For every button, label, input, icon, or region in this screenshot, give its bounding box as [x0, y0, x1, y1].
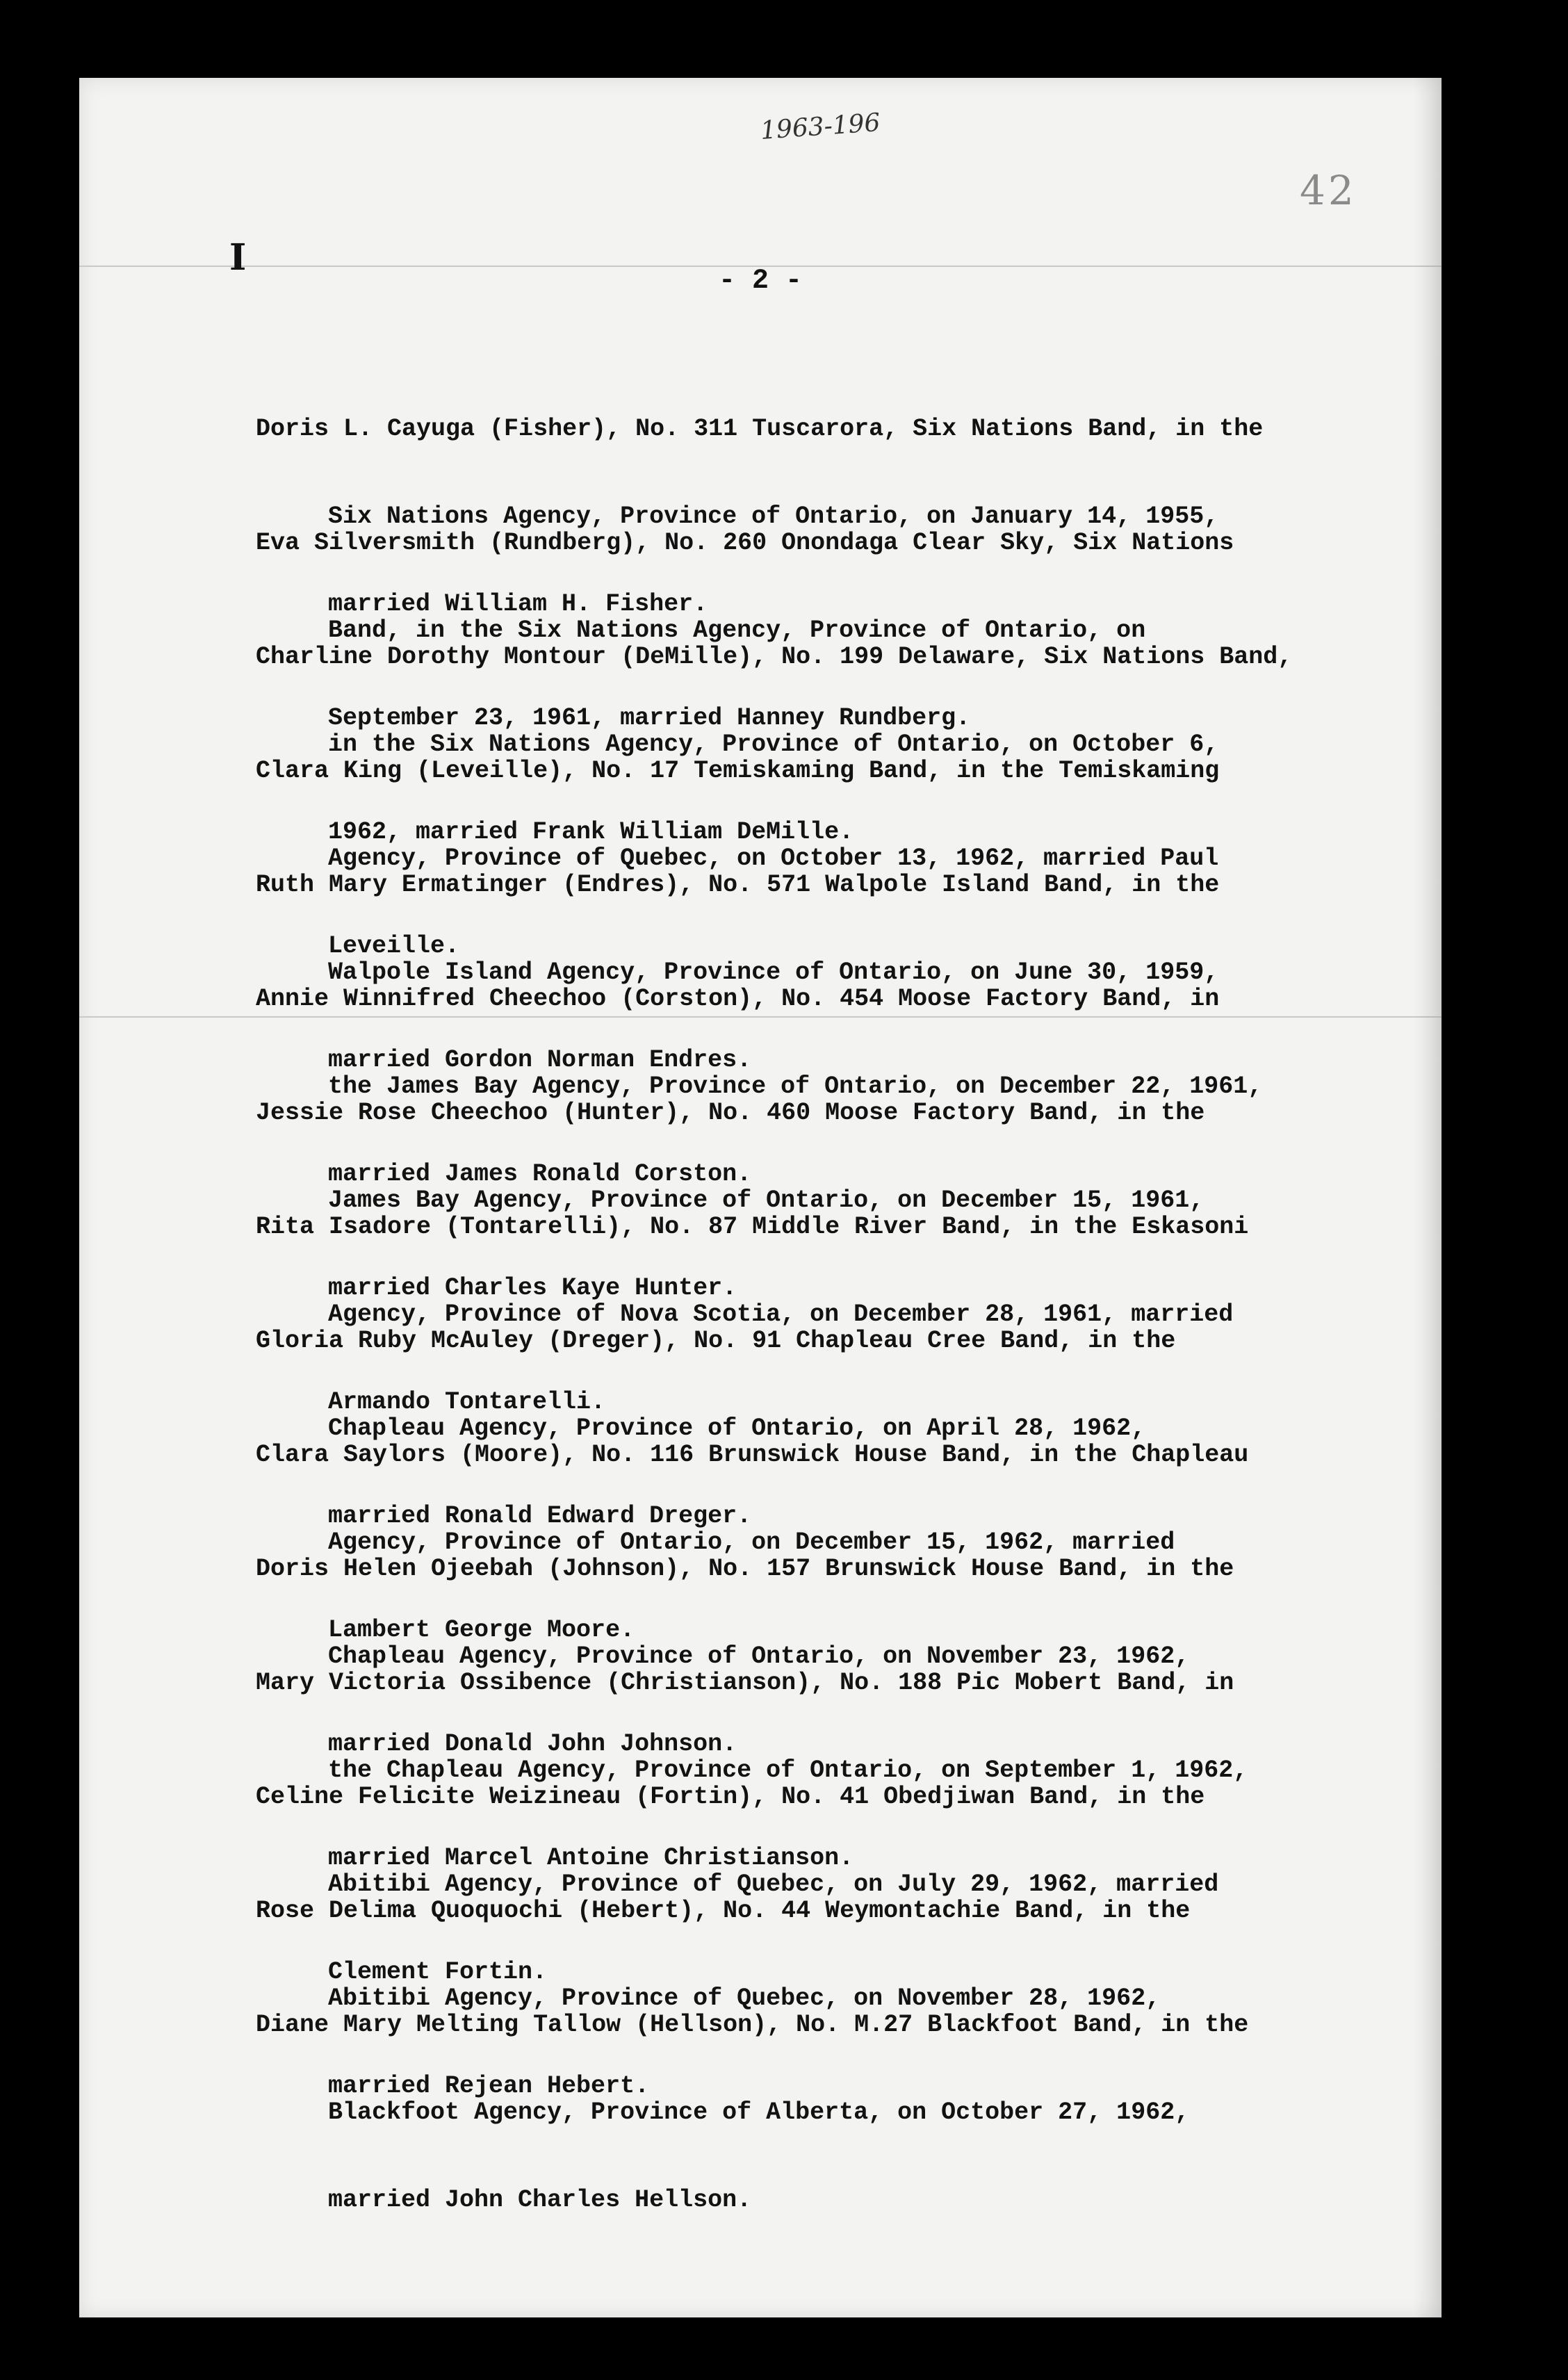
entry-line: September 23, 1961, married Hanney Rundberg. — [328, 704, 971, 732]
entry-line: Clara Saylors (Moore), No. 116 Brunswick House Band, in the Chapleau — [256, 1441, 1249, 1469]
entry-line: Rose Delima Quoquochi (Hebert), No. 44 Weymontachie Band, in the — [256, 1897, 1191, 1925]
entry-line: Doris Helen Ojeebah (Johnson), No. 157 Brunswick House Band, in the — [256, 1555, 1234, 1583]
entry-line: in the Six Nations Agency, Province of Ontario, on October 6, — [328, 731, 1219, 758]
entry-line: the Chapleau Agency, Province of Ontario, on September 1, 1962, — [328, 1757, 1248, 1784]
entry-line: Walpole Island Agency, Province of Ontario, on June 30, 1959, — [328, 959, 1219, 986]
entry-line: married Ronald Edward Dreger. — [328, 1502, 752, 1530]
entry-line: James Bay Agency, Province of Ontario, on December 15, 1961, — [328, 1187, 1204, 1214]
entry-line: married John Charles Hellson. — [328, 2186, 752, 2214]
entry-line: Agency, Province of Quebec, on October 13, 1962, married Paul — [328, 845, 1219, 872]
entry-line: married Donald John Johnson. — [328, 1730, 737, 1758]
page-number: - 2 - — [718, 266, 803, 297]
entry-line: Band, in the Six Nations Agency, Province of Ontario, on — [328, 617, 1146, 644]
entry-line: Blackfoot Agency, Province of Alberta, on October 27, 1962, — [328, 2098, 1190, 2126]
entry-line: Chapleau Agency, Province of Ontario, on April 28, 1962, — [328, 1415, 1146, 1442]
entry-line: the James Bay Agency, Province of Ontario, on December 22, 1961, — [328, 1073, 1263, 1100]
entry-line: Gloria Ruby McAuley (Dreger), No. 91 Chapleau Cree Band, in the — [256, 1327, 1176, 1355]
entry-line: married Rejean Hebert. — [328, 2072, 650, 2100]
entry-line: Ruth Mary Ermatinger (Endres), No. 571 Walpole Island Band, in the — [256, 871, 1220, 899]
entry-line: Abitibi Agency, Province of Quebec, on July 29, 1962, married — [328, 1870, 1219, 1898]
entry-line: Agency, Province of Nova Scotia, on December 28, 1961, married — [328, 1301, 1234, 1328]
entry-line: married Marcel Antoine Christianson. — [328, 1844, 854, 1872]
stamp-number: 42 — [1300, 167, 1357, 214]
entry-line: Rita Isadore (Tontarelli), No. 87 Middle River Band, in the Eskasoni — [256, 1213, 1249, 1241]
entry-line: Celine Felicite Weizineau (Fortin), No. 41 Obedjiwan Band, in the — [256, 1783, 1205, 1811]
entry-line: Armando Tontarelli. — [328, 1388, 606, 1416]
document-page — [79, 78, 1442, 2317]
entry-line: Clara King (Leveille), No. 17 Temiskaming Band, in the Temiskaming — [256, 757, 1220, 785]
entry-line: married James Ronald Corston. — [328, 1160, 752, 1188]
margin-mark: I — [229, 236, 247, 279]
entry-line: Six Nations Agency, Province of Ontario, on January 14, 1955, — [328, 503, 1219, 530]
entry-line: Clement Fortin. — [328, 1958, 548, 1986]
entry-line: 1962, married Frank William DeMille. — [328, 818, 854, 846]
handwritten-reference: 1963-196 — [759, 108, 881, 145]
entry-line: Doris L. Cayuga (Fisher), No. 311 Tuscarora, Six Nations Band, in the — [256, 415, 1264, 443]
entry-line: Diane Mary Melting Tallow (Hellson), No. M.27 Blackfoot Band, in the — [256, 2011, 1249, 2039]
entry-line: Leveille. — [328, 932, 460, 960]
entry-line: Mary Victoria Ossibence (Christianson), No. 188 Pic Mobert Band, in — [256, 1669, 1234, 1697]
list-item — [256, 1952, 1382, 2273]
entry-line: Charline Dorothy Montour (DeMille), No. 199 Delaware, Six Nations Band, — [256, 643, 1293, 671]
entry-line: married Gordon Norman Endres. — [328, 1046, 752, 1074]
entry-line: Chapleau Agency, Province of Ontario, on November 23, 1962, — [328, 1643, 1190, 1670]
entry-line: Jessie Rose Cheechoo (Hunter), No. 460 Moose Factory Band, in the — [256, 1099, 1205, 1127]
entry-line: Abitibi Agency, Province of Quebec, on November 28, 1962, — [328, 1984, 1161, 2012]
entry-line: married Charles Kaye Hunter. — [328, 1274, 737, 1302]
entry-line: married William H. Fisher. — [328, 590, 708, 618]
entry-line: Annie Winnifred Cheechoo (Corston), No. 454 Moose Factory Band, in — [256, 985, 1220, 1013]
entry-line: Lambert George Moore. — [328, 1616, 635, 1644]
entry-line: Agency, Province of Ontario, on December 15, 1962, married — [328, 1529, 1175, 1556]
entry-line: Eva Silversmith (Rundberg), No. 260 Onondaga Clear Sky, Six Nations — [256, 529, 1234, 557]
